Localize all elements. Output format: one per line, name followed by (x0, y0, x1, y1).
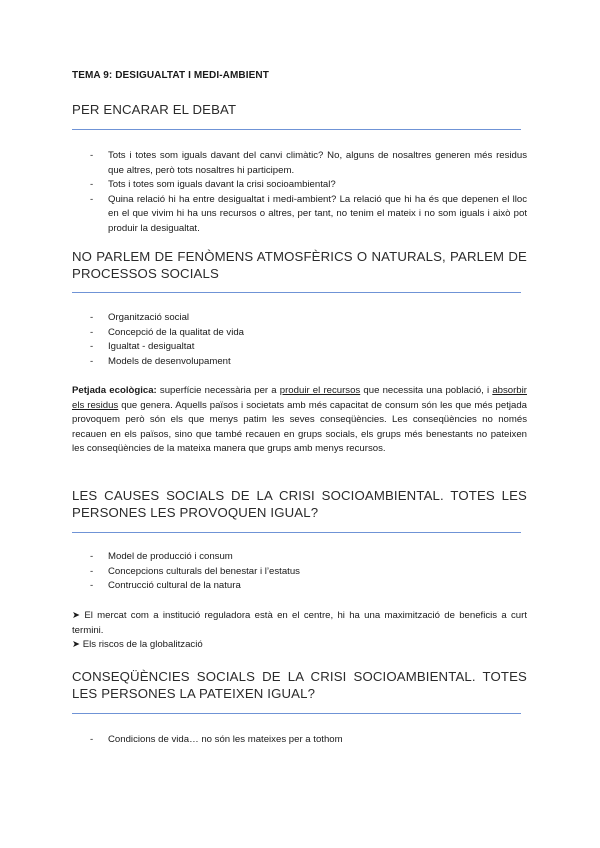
document-title: TEMA 9: DESIGUALTAT I MEDI-AMBIENT (72, 70, 269, 81)
list-item: - Igualtat - desigualtat (90, 341, 195, 352)
arrow-item: ➤ Els riscos de la globalització (72, 639, 203, 651)
section-heading-debate: PER ENCARAR EL DEBAT (72, 102, 237, 117)
arrow-notes (72, 609, 527, 653)
section-rule (72, 532, 521, 533)
list-item: - Quina relació hi ha entre desigualtat i medi-ambient? La relació que hi ha és que depenen el lloc en el que vivim hi ha uns recursos o altres, per tant, no tenim el mateix i no som iguals i això pot produir la desigualtat. (90, 193, 527, 234)
arrow-item: ➤ El mercat com a institució reguladora està en el centre, hi ha una maximització de beneficis a curt termini. (72, 610, 527, 636)
section-heading-social-consequences: CONSEQÜÈNCIES SOCIALS DE LA CRISI SOCIOAMBIENTAL. TOTES LES PERSONES LA PATEIXEN IGUAL? (72, 669, 527, 701)
ecological-footprint-paragraph: Petjada ecològica: superfície necessària per a produir el recursos que necessita una població, i absorbir els residus que genera. Aquells països i societats amb més capacitat de consum són les que més petjada provoquem però són els que menys patim les seves conseqüències. Les conseqüències no només recauen en els països, sino que també recauen en grups socials, els grups més benestants no pateixen les conseqüències de la mateixa manera que grups amb menys recursos. (72, 385, 528, 455)
list-item: - Concepcions culturals del benestar i l’estatus (90, 565, 300, 577)
list-item: - Concepció de la qualitat de vida (90, 326, 245, 338)
list-item: - Contrucció cultural de la natura (90, 580, 241, 591)
social-consequences-list (72, 733, 527, 748)
section-rule (72, 713, 521, 714)
list-item: - Model de producció i consum (90, 551, 233, 562)
underlined-phrase: absorbir els residus (72, 385, 527, 411)
list-item: - Tots i totes som iguals davant del canvi climàtic? No, alguns de nosaltres generen més residus que altres, però tots nosaltres hi participem. (90, 150, 527, 176)
section-rule (72, 129, 521, 130)
underlined-phrase: produir el recursos (279, 385, 361, 396)
list-item: - Organització social (90, 312, 190, 323)
section-heading-social-processes: NO PARLEM DE FENÒMENS ATMOSFÈRICS O NATURALS, PARLEM DE PROCESSOS SOCIALS (72, 249, 527, 281)
list-item: - Condicions de vida… no són les mateixes per a tothom (90, 734, 343, 745)
section-rule (72, 292, 521, 293)
social-process-list (72, 311, 527, 369)
term-label: Petjada ecològica: (72, 385, 157, 396)
list-item: - Models de desenvolupament (90, 355, 231, 367)
list-item: - Tots i totes som iguals davant la crisi socioambiental? (90, 179, 336, 190)
debate-question-list (72, 149, 527, 236)
section-heading-social-causes: LES CAUSES SOCIALS DE LA CRISI SOCIOAMBIENTAL. TOTES LES PERSONES LES PROVOQUEN IGUAL? (72, 488, 527, 520)
social-causes-list (72, 550, 527, 594)
